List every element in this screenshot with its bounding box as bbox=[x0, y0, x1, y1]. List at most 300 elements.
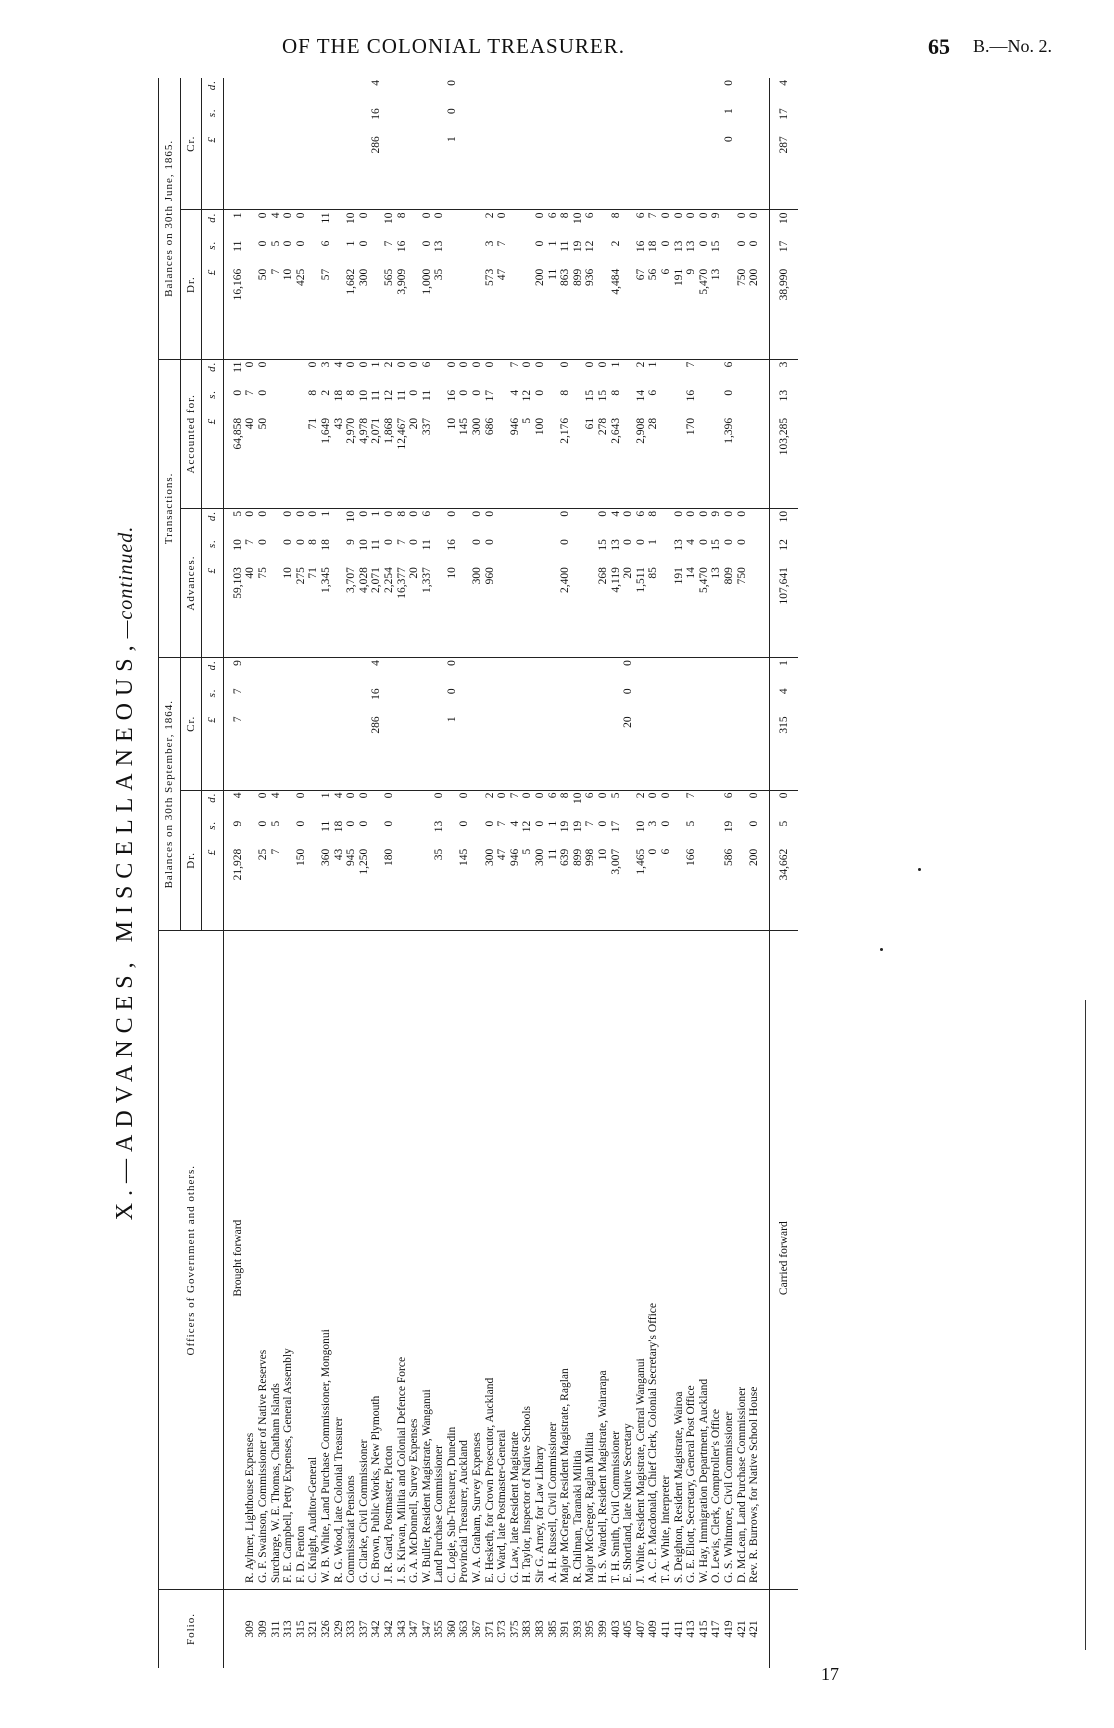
cr1864-pence bbox=[396, 658, 409, 687]
cr1865-pence bbox=[660, 78, 673, 106]
folio-cell: 415 bbox=[698, 1590, 711, 1668]
cr1865-pence bbox=[597, 78, 610, 106]
adv-shillings: 0 bbox=[408, 539, 421, 545]
acc-pounds: 686 bbox=[483, 417, 496, 436]
acc-shillings: 0 bbox=[408, 389, 421, 396]
acc-shillings: 0 bbox=[256, 389, 269, 396]
adv-shillings bbox=[748, 537, 769, 565]
folio-cell: 343 bbox=[396, 1590, 409, 1668]
folio-cell: 395 bbox=[584, 1590, 597, 1668]
officer-name-cell: G. Clarke, Civil Commissioner bbox=[358, 931, 371, 1590]
cr1865-pence bbox=[307, 78, 320, 106]
cr1865-pence bbox=[635, 78, 648, 106]
document-reference: B.—No. 2. bbox=[973, 36, 1053, 56]
officer-name-cell: G. Law, late Resident Magistrate bbox=[509, 931, 522, 1590]
cr1865-pence bbox=[244, 78, 257, 106]
dr1864-pence: 0 bbox=[345, 790, 358, 819]
acc-shillings: 2 bbox=[319, 389, 332, 396]
adv-pence bbox=[496, 508, 509, 537]
dr1865-pounds: 11 bbox=[546, 268, 559, 280]
dr1865-pounds: 5,470 bbox=[697, 268, 710, 295]
cr1865-pounds bbox=[572, 134, 585, 210]
dr1864-pounds: 11 bbox=[546, 848, 559, 860]
dr1864-pence: 0 bbox=[534, 790, 547, 819]
cr1864-pounds: 1 bbox=[445, 716, 458, 723]
cf-dr1865-shillings: 17 bbox=[769, 239, 798, 267]
adv-pence: 0 bbox=[244, 508, 257, 537]
cr1865-pounds: 286 bbox=[370, 136, 383, 154]
cf-cr1865-pence: 4 bbox=[769, 78, 798, 106]
folio-cell: 363 bbox=[458, 1590, 471, 1668]
acc-shillings: 0 bbox=[534, 389, 547, 396]
cr1864-pounds bbox=[282, 714, 295, 790]
dr1864-shillings: 0 bbox=[597, 820, 609, 827]
dr1865-pence: 0 bbox=[736, 210, 749, 239]
dr1865-pounds: 50 bbox=[256, 268, 269, 281]
acc-pence: 0 bbox=[446, 359, 459, 388]
dr1865-shillings: 7 bbox=[496, 240, 509, 247]
dr1864-pence bbox=[673, 790, 686, 819]
dr1864-pence bbox=[736, 790, 749, 819]
dr1865-pence bbox=[597, 210, 610, 239]
cr1865-pence bbox=[647, 78, 660, 106]
cr1864-pounds bbox=[320, 714, 333, 790]
acc-pounds bbox=[660, 416, 673, 508]
adv-pounds bbox=[333, 565, 346, 657]
adv-pence: 0 bbox=[673, 508, 686, 537]
cr1865-pounds bbox=[307, 134, 320, 210]
dr1864-pence: 7 bbox=[685, 790, 698, 819]
dr1864-pence: 0 bbox=[458, 790, 471, 819]
acc-pounds bbox=[698, 416, 711, 508]
margin-rule bbox=[1085, 1000, 1086, 1650]
table-title-continued: —continued. bbox=[115, 525, 137, 639]
dr1864-pence bbox=[622, 790, 635, 819]
cr1864-shillings bbox=[723, 686, 736, 714]
table-row bbox=[484, 78, 497, 1668]
dr1865-shillings bbox=[509, 239, 522, 267]
table-row bbox=[471, 78, 484, 1668]
print-speck bbox=[880, 948, 883, 951]
cr1865-shillings bbox=[320, 106, 333, 134]
cr1865-pence bbox=[433, 78, 446, 106]
dr1865-pounds: 3,909 bbox=[395, 268, 408, 295]
adv-shillings: 0 bbox=[722, 539, 735, 545]
cr1865-pence bbox=[270, 78, 283, 106]
adv-pence bbox=[660, 508, 673, 537]
dr1865-pounds bbox=[458, 267, 471, 359]
adv-pounds: 10 bbox=[445, 567, 458, 579]
acc-shillings bbox=[270, 388, 283, 416]
folio-cell: 407 bbox=[635, 1590, 648, 1668]
cr1865-shillings bbox=[584, 106, 597, 134]
folio-cell: 383 bbox=[534, 1590, 547, 1668]
cr1865-pence bbox=[698, 78, 711, 106]
cr1865-pounds bbox=[597, 134, 610, 210]
acc-pounds: 20 bbox=[408, 417, 421, 430]
cr1864-pence bbox=[635, 658, 648, 687]
table-row bbox=[622, 78, 635, 1668]
cr1864-pounds bbox=[295, 714, 308, 790]
dr1864-shillings: 19 bbox=[559, 820, 572, 833]
acc-shillings: 8 bbox=[609, 389, 622, 396]
table-row bbox=[635, 78, 648, 1668]
cr1865-pence bbox=[673, 78, 686, 106]
cr1864-pence bbox=[610, 658, 623, 687]
table-row bbox=[559, 78, 572, 1668]
cr1864-pence bbox=[698, 658, 711, 687]
cr1865-pence: 4 bbox=[370, 80, 383, 86]
folio-cell: 413 bbox=[685, 1590, 698, 1668]
dr1865-shillings: 11 bbox=[559, 240, 572, 252]
cr1864-pence bbox=[584, 658, 597, 687]
dr1864-shillings: 0 bbox=[382, 820, 395, 827]
officer-name-cell: R. Aylmer, Lighthouse Expenses bbox=[244, 931, 257, 1590]
table-row bbox=[660, 78, 673, 1668]
dr1865-shillings: 3 bbox=[483, 240, 496, 247]
dr1865-pounds bbox=[597, 267, 610, 359]
folio-cell: 309 bbox=[244, 1590, 257, 1668]
cr1864-pounds bbox=[534, 714, 547, 790]
pence-unit: d. bbox=[202, 790, 224, 819]
dr1864-pounds bbox=[622, 847, 635, 931]
acc-pence: 0 bbox=[244, 359, 257, 388]
cr1864-pence bbox=[345, 658, 358, 687]
cr1864-pounds bbox=[698, 714, 711, 790]
adv-pence: 0 bbox=[622, 508, 635, 537]
dr1864-pounds bbox=[471, 847, 484, 931]
cr1865-pence: 0 bbox=[722, 80, 735, 86]
adv-pounds: 3,707 bbox=[345, 567, 358, 593]
cf-cr1864-pounds: 315 bbox=[769, 714, 798, 790]
page-number: 65 bbox=[928, 34, 950, 59]
adv-shillings: 0 bbox=[256, 539, 269, 545]
cr1864-pounds bbox=[458, 714, 471, 790]
bf-dr1864-pounds: 21,928 bbox=[231, 848, 244, 881]
folio-cell: 411 bbox=[673, 1590, 686, 1668]
cr1865-pounds bbox=[698, 134, 711, 210]
table-row bbox=[673, 78, 686, 1668]
cr1865-pence bbox=[559, 78, 572, 106]
adv-pounds bbox=[433, 565, 446, 657]
cr1864-pence bbox=[710, 658, 723, 687]
cr1864-pence bbox=[383, 658, 396, 687]
adv-pence: 1 bbox=[320, 508, 333, 537]
officer-name-cell: T. A. White, Interpreter bbox=[660, 931, 673, 1590]
cr1864-pence bbox=[421, 658, 434, 687]
pence-unit: d. bbox=[202, 658, 224, 687]
cf-acc-pounds: 103,285 bbox=[769, 416, 798, 508]
dr1864-pounds bbox=[244, 847, 257, 931]
cr1864-pounds bbox=[723, 714, 736, 790]
dr1864-pence: 0 bbox=[257, 790, 270, 819]
cr1865-pounds bbox=[345, 134, 358, 210]
adv-pence: 0 bbox=[257, 508, 270, 537]
cr1865-shillings bbox=[282, 106, 295, 134]
cr1864-pence bbox=[647, 658, 660, 687]
acc-pence: 0 bbox=[484, 359, 497, 388]
cr1864-shillings bbox=[345, 686, 358, 714]
adv-pounds: 10 bbox=[282, 567, 295, 579]
cr1865-pounds bbox=[685, 134, 698, 210]
adv-pounds: 16,377 bbox=[395, 567, 408, 599]
cr1865-shillings bbox=[597, 106, 610, 134]
acc-pounds bbox=[496, 416, 509, 508]
dr1865-shillings: 1 bbox=[546, 240, 559, 247]
cr1864-shillings bbox=[295, 686, 308, 714]
cr1865-pounds bbox=[358, 134, 371, 210]
table-row bbox=[496, 78, 509, 1668]
cr1864-shillings bbox=[572, 686, 585, 714]
acc-pence bbox=[572, 359, 585, 388]
pound-unit: £ bbox=[202, 267, 224, 359]
cr1865-pence bbox=[496, 78, 509, 106]
cf-adv-shillings: 12 bbox=[769, 537, 798, 565]
cr1864-pence bbox=[282, 658, 295, 687]
acc-pounds: 1,649 bbox=[319, 417, 332, 444]
dr1864-pence: 0 bbox=[521, 790, 534, 819]
acc-shillings bbox=[748, 388, 769, 416]
dr1865-shillings: 15 bbox=[710, 240, 723, 253]
cr1865-shillings bbox=[710, 106, 723, 134]
acc-pounds: 12,467 bbox=[395, 417, 408, 450]
dr1865-pounds bbox=[408, 267, 421, 359]
officer-name-cell: W. B. White, Land Purchase Commissioner, Mongonui bbox=[320, 931, 333, 1590]
table-row bbox=[521, 78, 534, 1668]
table-row bbox=[307, 78, 320, 1668]
folio-cell: 313 bbox=[282, 1590, 295, 1668]
cr1864-pence bbox=[496, 658, 509, 687]
folio-cell: 347 bbox=[421, 1590, 434, 1668]
folio-cell: 329 bbox=[333, 1590, 346, 1668]
adv-pence: 0 bbox=[282, 508, 295, 537]
acc-pounds: 1,396 bbox=[722, 417, 735, 444]
adv-pounds: 1,337 bbox=[420, 567, 433, 593]
cr1865-pence bbox=[257, 78, 270, 106]
footer-page-mark: 17 bbox=[821, 1664, 839, 1684]
balances-1865-header: Balances on 30th June, 1865. bbox=[159, 78, 181, 359]
adv-shillings: 0 bbox=[471, 539, 484, 545]
dr1864-shillings bbox=[673, 819, 686, 847]
acc-shillings: 12 bbox=[382, 389, 395, 402]
cr1865-pounds bbox=[270, 134, 283, 210]
dr1865-pence: 0 bbox=[421, 210, 434, 239]
adv-shillings: 0 bbox=[697, 539, 710, 545]
dr1865-pounds: 57 bbox=[319, 268, 332, 281]
cr-1865-header: Cr. bbox=[180, 78, 202, 210]
acc-pence bbox=[433, 359, 446, 388]
cr1864-pence bbox=[748, 658, 769, 687]
adv-pence: 0 bbox=[685, 508, 698, 537]
cr1865-pence bbox=[282, 78, 295, 106]
dr1865-pence bbox=[723, 210, 736, 239]
cr1865-pounds bbox=[584, 134, 597, 210]
cr1864-pounds bbox=[710, 714, 723, 790]
acc-pence: 7 bbox=[685, 359, 698, 388]
table-row bbox=[408, 78, 421, 1668]
folio-cell: 419 bbox=[723, 1590, 736, 1668]
dr1865-pounds bbox=[622, 267, 635, 359]
dr1864-shillings: 0 bbox=[483, 820, 496, 827]
acc-pence bbox=[736, 359, 749, 388]
cr1864-shillings bbox=[748, 686, 769, 714]
cf-adv-pounds: 107,641 bbox=[769, 565, 798, 657]
adv-pence bbox=[509, 508, 522, 537]
table-row bbox=[270, 78, 283, 1668]
adv-pounds: 2,254 bbox=[382, 567, 395, 593]
officer-name-cell: Land Purchase Commissioner bbox=[433, 931, 446, 1590]
officer-name-cell: G. A. McDonnell, Survey Expenses bbox=[408, 931, 421, 1590]
acc-pounds: 145 bbox=[458, 417, 471, 436]
dr1865-shillings bbox=[521, 239, 534, 267]
cr1865-pence bbox=[320, 78, 333, 106]
dr1865-shillings: 0 bbox=[534, 240, 547, 247]
dr1865-pence bbox=[408, 210, 421, 239]
bf-cr1864-pence: 9 bbox=[223, 658, 244, 687]
officers-header: Officers of Government and others. bbox=[159, 931, 224, 1590]
dr1864-shillings: 0 bbox=[294, 820, 307, 827]
acc-pence: 0 bbox=[257, 359, 270, 388]
dr1864-pounds: 300 bbox=[483, 848, 496, 866]
adv-pounds: 5,470 bbox=[697, 567, 710, 593]
folio-cell: 326 bbox=[320, 1590, 333, 1668]
cr1864-pence bbox=[320, 658, 333, 687]
table-row bbox=[610, 78, 623, 1668]
folio-cell: 355 bbox=[433, 1590, 446, 1668]
dr1864-shillings: 7 bbox=[496, 820, 509, 827]
dr1864-pence: 0 bbox=[748, 790, 769, 819]
dr1864-pence bbox=[446, 790, 459, 819]
dr1864-pounds: 945 bbox=[345, 848, 358, 866]
cr1865-shillings: 16 bbox=[370, 108, 383, 120]
acc-pounds: 1,868 bbox=[382, 417, 395, 444]
cr1864-pence bbox=[723, 658, 736, 687]
cr1864-pence bbox=[408, 658, 421, 687]
acc-shillings: 0 bbox=[471, 389, 484, 396]
acc-pence bbox=[710, 359, 723, 388]
adv-pence: 0 bbox=[484, 508, 497, 537]
dr1865-pence: 6 bbox=[635, 210, 648, 239]
acc-pence: 1 bbox=[647, 359, 660, 388]
cr1864-pence bbox=[509, 658, 522, 687]
cr1865-pounds bbox=[647, 134, 660, 210]
adv-shillings: 11 bbox=[370, 539, 383, 551]
shilling-unit: s. bbox=[202, 537, 224, 565]
cr1865-shillings bbox=[673, 106, 686, 134]
dr1865-pounds: 936 bbox=[584, 268, 597, 286]
cr1864-pounds bbox=[333, 714, 346, 790]
acc-pence: 0 bbox=[307, 359, 320, 388]
dr1864-pounds: 360 bbox=[319, 848, 332, 866]
officer-name-cell: G. S. Whitmore, Civil Commissioner bbox=[723, 931, 736, 1590]
dr1865-pence bbox=[521, 210, 534, 239]
dr1864-shillings: 3 bbox=[647, 820, 660, 827]
cr1864-pounds bbox=[270, 714, 283, 790]
cf-acc-shillings: 13 bbox=[769, 388, 798, 416]
dr1864-pence: 0 bbox=[660, 790, 673, 819]
adv-pounds: 750 bbox=[735, 567, 748, 585]
acc-shillings: 6 bbox=[647, 389, 660, 396]
adv-pence: 0 bbox=[559, 508, 572, 537]
dr1864-shillings bbox=[698, 819, 711, 847]
shilling-unit: s. bbox=[202, 388, 224, 416]
dr1864-pence: 0 bbox=[496, 790, 509, 819]
dr1864-pence bbox=[370, 790, 383, 819]
officer-name-cell: Major McGregor, Resident Magistrate, Raglan bbox=[559, 931, 572, 1590]
cr1865-pounds bbox=[748, 134, 769, 210]
dr1865-pence: 8 bbox=[396, 210, 409, 239]
officer-name-cell: C. Brown, Public Works, New Plymouth bbox=[370, 931, 383, 1590]
acc-pounds: 2,970 bbox=[345, 417, 358, 444]
pound-unit: £ bbox=[202, 134, 224, 210]
adv-shillings: 10 bbox=[357, 539, 370, 551]
adv-shillings bbox=[534, 537, 547, 565]
cr1864-shillings: 0 bbox=[445, 688, 458, 695]
carried-forward-row bbox=[769, 78, 798, 1668]
acc-shillings: 16 bbox=[685, 389, 698, 402]
bf-acc-pounds: 64,858 bbox=[231, 417, 244, 450]
acc-pence: 1 bbox=[370, 359, 383, 388]
adv-pounds: 75 bbox=[256, 567, 269, 579]
dr1864-pounds: 47 bbox=[496, 848, 509, 861]
dr1865-pence: 0 bbox=[673, 210, 686, 239]
officer-name-cell: Surcharge, W. E. Thomas, Chatham Islands bbox=[270, 931, 283, 1590]
dr1865-shillings: 0 bbox=[420, 240, 433, 247]
adv-pounds: 14 bbox=[685, 567, 698, 579]
dr1864-shillings: 5 bbox=[269, 820, 282, 827]
cr1864-shillings bbox=[458, 686, 471, 714]
dr1864-pence bbox=[244, 790, 257, 819]
officer-name-cell: R. G. Wood, late Colonial Treasurer bbox=[333, 931, 346, 1590]
dr1864-shillings: 1 bbox=[546, 820, 559, 827]
officer-name-cell: J. White, Resident Magistrate, Central Wanganui bbox=[635, 931, 648, 1590]
folio-cell: 347 bbox=[408, 1590, 421, 1668]
cr1864-pounds bbox=[408, 714, 421, 790]
dr1864-pounds bbox=[282, 847, 295, 931]
adv-pounds bbox=[534, 565, 547, 657]
table-row bbox=[320, 78, 333, 1668]
dr1864-shillings: 4 bbox=[508, 820, 521, 827]
officer-name-cell: H. Taylor, Inspector of Native Schools bbox=[521, 931, 534, 1590]
dr1865-shillings: 7 bbox=[382, 240, 395, 247]
dr1865-pence bbox=[458, 210, 471, 239]
dr1865-pounds: 300 bbox=[357, 268, 370, 286]
acc-shillings: 17 bbox=[483, 389, 496, 402]
adv-shillings: 7 bbox=[244, 539, 257, 545]
folio-cell: 311 bbox=[270, 1590, 283, 1668]
cr1864-shillings bbox=[396, 686, 409, 714]
adv-pounds bbox=[496, 565, 509, 657]
acc-pounds bbox=[295, 416, 308, 508]
dr1865-pounds bbox=[521, 267, 534, 359]
acc-pounds: 2,908 bbox=[634, 417, 647, 444]
cr1865-pence bbox=[521, 78, 534, 106]
bf-dr1865-pounds: 16,166 bbox=[231, 268, 244, 301]
dr1865-pounds bbox=[244, 267, 257, 359]
dr1865-pence: 0 bbox=[534, 210, 547, 239]
cr1865-pounds bbox=[610, 134, 623, 210]
dr1865-pence: 0 bbox=[295, 210, 308, 239]
cr1864-shillings bbox=[521, 686, 534, 714]
adv-shillings bbox=[270, 537, 283, 565]
acc-shillings: 18 bbox=[332, 389, 345, 402]
table-row bbox=[698, 78, 711, 1668]
dr1865-pounds: 10 bbox=[282, 268, 295, 281]
dr1864-pence: 8 bbox=[559, 790, 572, 819]
dr1864-pence bbox=[307, 790, 320, 819]
rotated-table-area bbox=[100, 78, 1100, 1668]
folio-cell: 342 bbox=[370, 1590, 383, 1668]
